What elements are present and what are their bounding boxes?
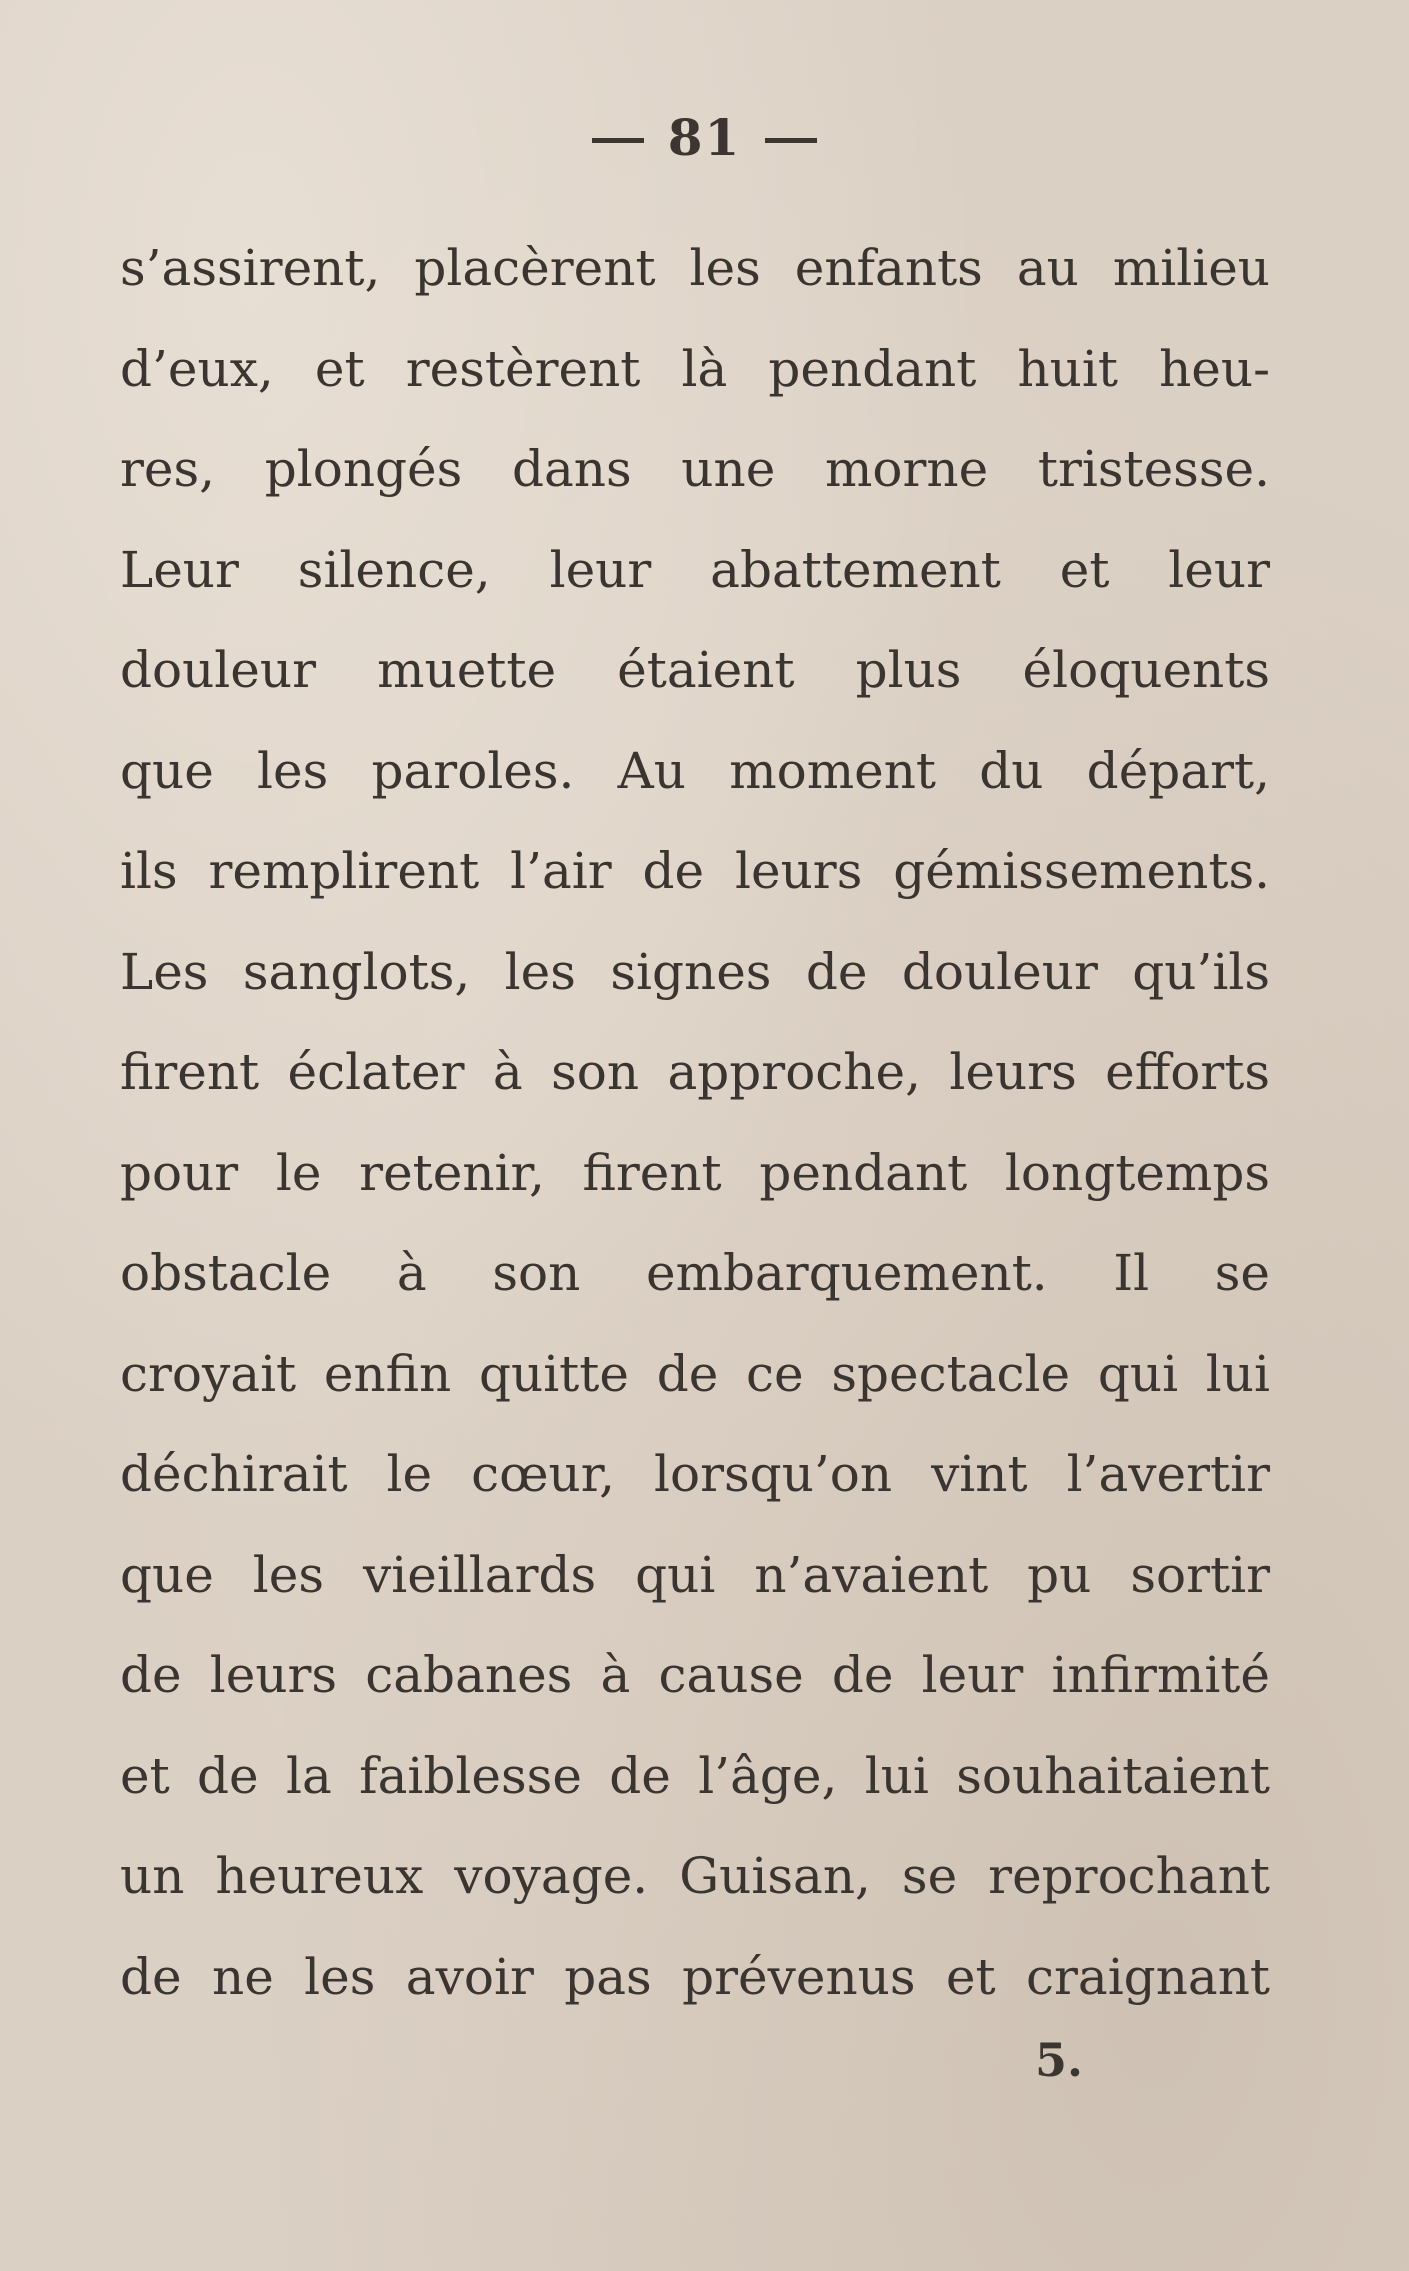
text-line: croyait enfin quitte de ce spectacle qui lui: [120, 1344, 1270, 1403]
text-line: Leur silence, leur abattement et leur: [120, 540, 1270, 599]
text-line: un heureux voyage. Guisan, se reprochant: [120, 1847, 1270, 1905]
text-line: et de la faiblesse de l’âge, lui souhaitaient: [120, 1746, 1270, 1805]
text-line: que les vieillards qui n’avaient pu sortir: [120, 1545, 1270, 1604]
text-line: de ne les avoir pas prévenus et craignant: [120, 1947, 1270, 2006]
signature-mark: 5.: [1035, 2033, 1084, 2087]
page-number-header: [0, 98, 1409, 178]
text-line: que les paroles. Au moment du départ,: [120, 741, 1270, 800]
body-text: [120, 218, 1270, 2027]
text-line: de leurs cabanes à cause de leur infirmité: [120, 1646, 1270, 1704]
text-line: res, plongés dans une morne tristesse.: [120, 440, 1270, 498]
text-line: Les sanglots, les signes de douleur qu’ils: [120, 942, 1270, 1001]
text-line: douleur muette étaient plus éloquents: [120, 641, 1270, 699]
text-line: ils remplirent l’air de leurs gémissements.: [120, 842, 1270, 900]
text-line: d’eux, et restèrent là pendant huit heu-: [120, 339, 1270, 398]
text-line: s’assirent, placèrent les enfants au milieu: [120, 239, 1270, 297]
left-dash: [592, 138, 644, 143]
page-number: 81: [667, 108, 742, 167]
right-dash: [765, 138, 817, 143]
text-line: déchirait le cœur, lorsqu’on vint l’avertir: [120, 1445, 1270, 1503]
text-line: pour le retenir, firent pendant longtemps: [120, 1143, 1270, 1202]
text-line: obstacle à son embarquement. Il se: [120, 1244, 1270, 1302]
text-line: firent éclater à son approche, leurs efforts: [120, 1043, 1270, 1101]
